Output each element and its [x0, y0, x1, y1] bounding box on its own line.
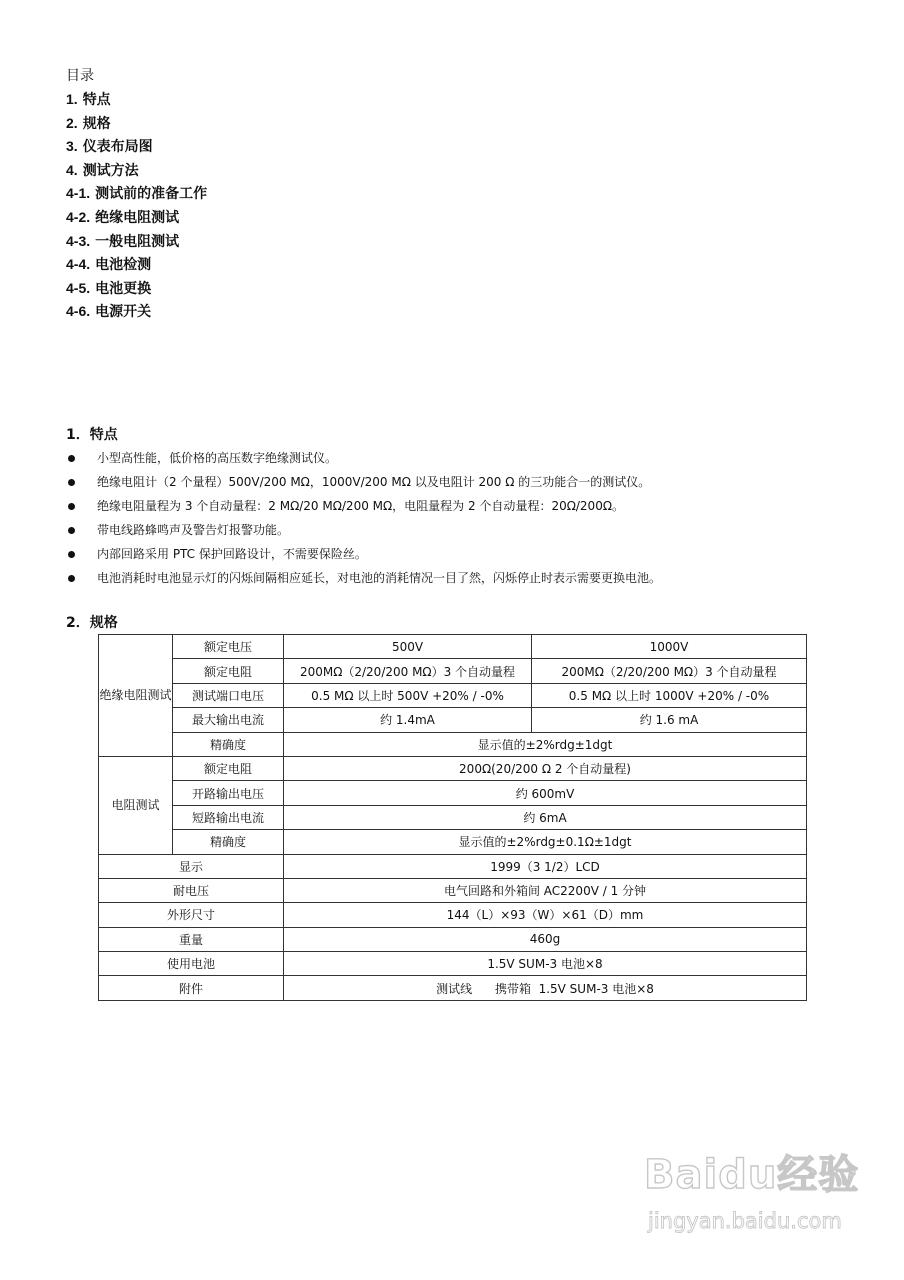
cell-value: 电气回路和外箱间 AC2200V / 1 分钟	[284, 878, 807, 902]
bullet-icon	[68, 575, 75, 582]
table-row	[99, 830, 807, 854]
cell-value: 显示值的±2%rdg±0.1Ω±1dgt	[284, 830, 807, 854]
toc-item	[66, 182, 207, 206]
cell-value: 显示值的±2%rdg±1dgt	[284, 732, 807, 756]
toc-item	[66, 206, 207, 230]
toc-item-label: 一般电阻测试	[95, 233, 180, 250]
toc-item	[66, 135, 207, 159]
toc-item	[66, 253, 207, 277]
feature-text: 电池消耗时电池显示灯的闪烁间隔相应延长，对电池的消耗情况一目了然，闪烁停止时表示需要更换电池。	[97, 571, 662, 585]
toc-item	[66, 277, 207, 301]
cell-value: 144（L）×93（W）×61（D）mm	[284, 903, 807, 927]
row-label: 耐电压	[99, 878, 284, 902]
feature-text: 绝缘电阻计（2 个量程）500V/200 MΩ，1000V/200 MΩ 以及电阻计 200 Ω 的三功能合一的测试仪。	[97, 475, 651, 489]
cell-value: 1999（3 1/2）LCD	[284, 854, 807, 878]
toc-item-label: 仪表布局图	[82, 139, 153, 156]
row-label: 外形尺寸	[99, 903, 284, 927]
cell-value: 测试线 携带箱 1.5V SUM-3 电池×8	[284, 976, 807, 1000]
table-row	[99, 732, 807, 756]
row-label: 开路输出电压	[173, 781, 284, 805]
toc-item-label: 测试前的准备工作	[95, 186, 208, 203]
table-row	[99, 635, 807, 659]
row-label: 使用电池	[99, 952, 284, 976]
table-row	[99, 927, 807, 951]
cell-500v: 约 1.4mA	[284, 708, 532, 732]
toc-item-number: 4-2.	[66, 208, 91, 225]
list-item	[68, 494, 661, 518]
row-label: 测试端口电压	[173, 683, 284, 707]
cell-value: 200Ω(20/200 Ω 2 个自动量程)	[284, 756, 807, 780]
list-item	[68, 446, 661, 470]
resistance-group-cell: 电阻测试	[99, 756, 173, 854]
table-row	[99, 659, 807, 683]
bullet-icon	[68, 503, 75, 510]
cell-value: 约 600mV	[284, 781, 807, 805]
specs-section-title: 2．规格	[66, 615, 118, 631]
toc-item-number: 4-5.	[66, 279, 91, 296]
toc-item-label: 电源开关	[95, 304, 152, 321]
cell-value: 460g	[284, 927, 807, 951]
list-item	[68, 470, 661, 494]
list-item	[68, 518, 661, 542]
cell-1000v: 1000V	[532, 635, 807, 659]
row-label: 精确度	[173, 830, 284, 854]
table-of-contents	[66, 64, 207, 324]
table-row	[99, 683, 807, 707]
table-row	[99, 878, 807, 902]
toc-item-number: 4-4.	[66, 256, 91, 273]
list-item	[68, 566, 661, 590]
bullet-icon	[68, 551, 75, 558]
bullet-icon	[68, 479, 75, 486]
list-item	[68, 542, 661, 566]
table-row	[99, 854, 807, 878]
toc-item-number: 4-3.	[66, 232, 91, 249]
cell-1000v: 0.5 MΩ 以上时 1000V +20% / -0%	[532, 683, 807, 707]
toc-item-label: 绝缘电阻测试	[95, 209, 180, 226]
toc-item-number: 3.	[66, 138, 78, 155]
row-label: 额定电阻	[173, 659, 284, 683]
feature-text: 内部回路采用 PTC 保护回路设计，不需要保险丝。	[97, 547, 367, 561]
table-row	[99, 708, 807, 732]
row-label: 最大输出电流	[173, 708, 284, 732]
toc-item-label: 特点	[82, 92, 111, 108]
toc-item	[66, 159, 207, 183]
cell-500v: 500V	[284, 635, 532, 659]
toc-item	[66, 112, 207, 136]
bullet-icon	[68, 455, 75, 462]
specifications-table	[98, 634, 807, 1001]
feature-text: 绝缘电阻量程为 3 个自动量程：2 MΩ/20 MΩ/200 MΩ，电阻量程为 2 个自动量程：20Ω/200Ω。	[97, 499, 624, 513]
table-row	[99, 976, 807, 1000]
table-row	[99, 756, 807, 780]
cell-500v: 0.5 MΩ 以上时 500V +20% / -0%	[284, 683, 532, 707]
cell-value: 约 6mA	[284, 805, 807, 829]
watermark-url: jingyan.baidu.com	[648, 1209, 842, 1233]
toc-item-number: 4.	[66, 161, 78, 178]
toc-item	[66, 88, 207, 112]
toc-item-number: 2.	[66, 114, 78, 131]
toc-item-label: 规格	[82, 115, 111, 132]
feature-text: 带电线路蜂鸣声及警告灯报警功能。	[97, 523, 290, 537]
cell-1000v: 200MΩ（2/20/200 MΩ）3 个自动量程	[532, 659, 807, 683]
toc-item-label: 电池更换	[95, 280, 152, 297]
row-label: 附件	[99, 976, 284, 1000]
toc-title: 目录	[66, 68, 94, 84]
toc-item-number: 4-6.	[66, 303, 91, 320]
cell-1000v: 约 1.6 mA	[532, 708, 807, 732]
row-label: 额定电阻	[173, 756, 284, 780]
table-row	[99, 903, 807, 927]
features-list	[68, 446, 661, 590]
row-label: 重量	[99, 927, 284, 951]
features-section-title: 1．特点	[66, 427, 118, 443]
bullet-icon	[68, 527, 75, 534]
row-label: 额定电压	[173, 635, 284, 659]
toc-item-number: 1.	[66, 91, 78, 107]
toc-item	[66, 300, 207, 324]
cell-500v: 200MΩ（2/20/200 MΩ）3 个自动量程	[284, 659, 532, 683]
toc-item-label: 测试方法	[82, 162, 139, 179]
row-label: 显示	[99, 854, 284, 878]
toc-item-number: 4-1.	[66, 185, 91, 202]
toc-item-label: 电池检测	[95, 257, 152, 274]
table-row	[99, 805, 807, 829]
row-label: 短路输出电流	[173, 805, 284, 829]
table-row	[99, 952, 807, 976]
watermark-logo: Baidu经验	[644, 1152, 860, 1198]
baidu-jingyan-watermark	[644, 1143, 864, 1253]
toc-item	[66, 230, 207, 254]
insulation-group-cell: 绝缘电阻测试	[99, 635, 173, 757]
row-label: 精确度	[173, 732, 284, 756]
table-row	[99, 781, 807, 805]
cell-value: 1.5V SUM-3 电池×8	[284, 952, 807, 976]
feature-text: 小型高性能，低价格的高压数字绝缘测试仪。	[97, 451, 338, 465]
